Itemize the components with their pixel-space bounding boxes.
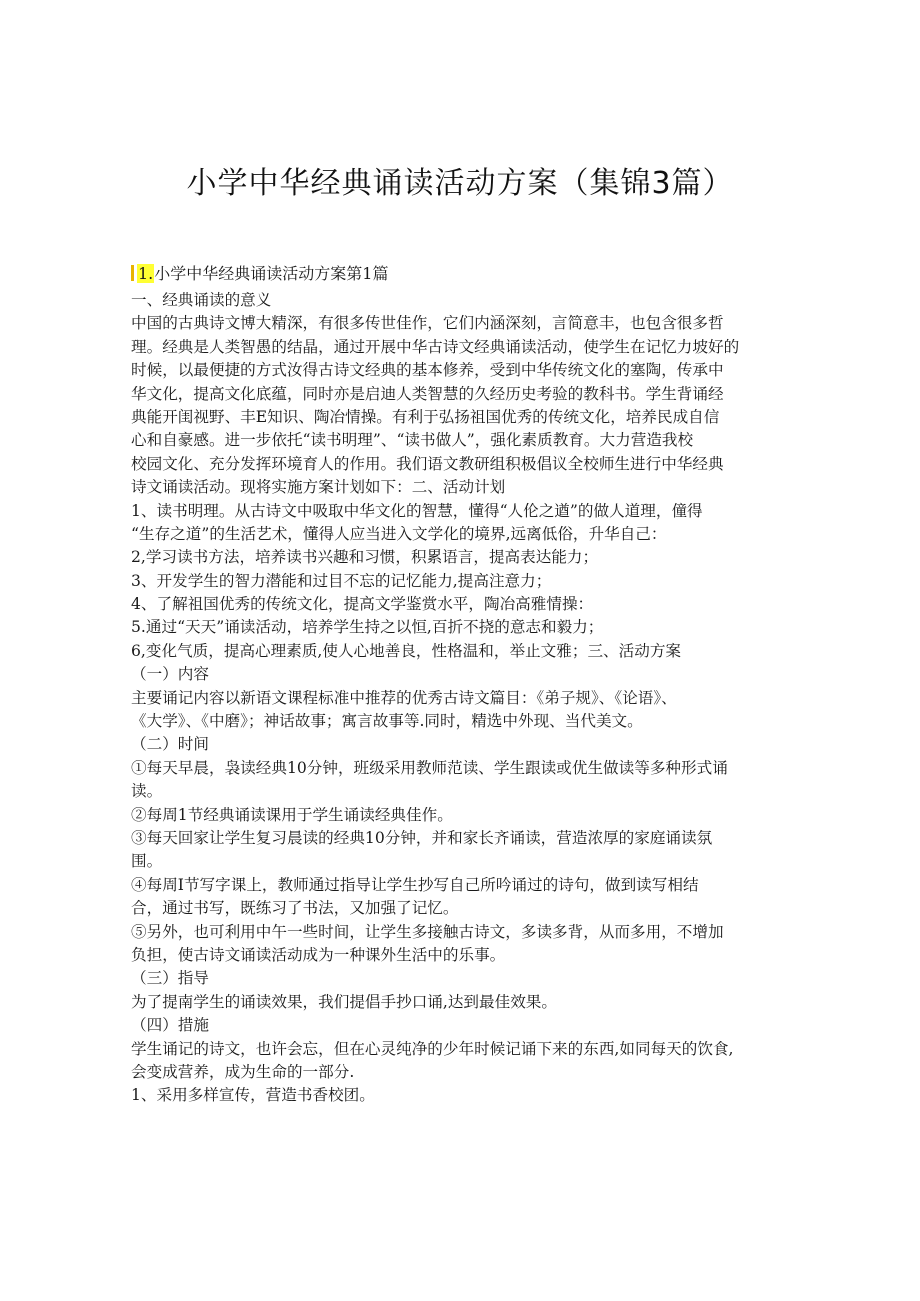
- text-line: 负担，使古诗文诵读活动成为一种课外生活中的乐事。: [131, 945, 506, 964]
- text-line: 读。: [131, 782, 163, 801]
- text-line: 主要诵记内容以新语文课程标准中推荐的优秀古诗文篇目：《弟子规》、《论语》、: [131, 688, 677, 707]
- text-line: ④每周I节写字课上，教师通过指导让学生抄写自己所吟诵过的诗句，做到读写相结: [131, 875, 699, 894]
- text-line: 校园文化、充分发挥环境育人的作用。我们语文教研组积极倡议全校师生进行中华经典: [131, 454, 724, 473]
- text-line: 学生诵记的诗文，也许会忘，但在心灵纯净的少年时候记诵下来的东西,如同每天的饮食,: [131, 1039, 734, 1058]
- text-line: 中国的古典诗文博大精深，有很多传世佳作，它们内涵深刻，言简意丰，也包含很多哲: [131, 314, 724, 333]
- text-line: 4、了解祖国优秀的传统文化，提高文学鉴赏水平，陶冶高雅情操：: [131, 595, 594, 614]
- text-line: 1、读书明理。从古诗文中吸取中华文化的智慧，懂得“人伦之遒”的做人道理，僮得: [131, 501, 703, 520]
- highlight-marker: [131, 265, 134, 281]
- text-line: ③每天回家让学生复习晨读的经典10分钟，并和家长齐诵读，营造浓厚的家庭诵读氛: [131, 828, 713, 847]
- text-line: 2,学习读书方法，培养读书兴趣和习惯，积累语言，提高表达能力；: [131, 548, 599, 567]
- text-line: 为了提南学生的诵读效果，我们提倡手抄口诵,达到最佳效果。: [131, 992, 557, 1011]
- text-line: 5.通过“天天”诵读活动，培养学生持之以恒,百折不挠的意志和毅力；: [131, 618, 604, 637]
- text-line: （二）时间: [131, 735, 209, 754]
- text-line: 一、经典诵读的意义: [131, 291, 272, 309]
- section-number: 1.: [138, 264, 154, 283]
- text-line: 心和自豪感。进一步依托“读书明理”、“读书做人”，强化素质教育。大力营造我校: [131, 431, 694, 450]
- text-line: 理。经典是人类智愚的结晶，通过开展中华古诗文经典诵读活动，使学生在记忆力坡好的: [131, 337, 740, 356]
- document-title: 小学中华经典诵读活动方案（集锦3篇）: [186, 166, 734, 201]
- text-line: “生存之道”的生活艺术，懂得人应当进入文学化的境界,远离低俗，升华自己：: [131, 524, 667, 543]
- text-line: 1、采用多样宣传，营造书香校团。: [131, 1086, 375, 1105]
- text-line: 《大学》、《中磨》；神话故事；寓言故事等.同时，精选中外现、当代美文。: [131, 712, 643, 731]
- section-heading: [131, 261, 388, 284]
- text-line: 3、开发学生的智力潜能和过目不忘的记忆能力,提高注意力；: [131, 571, 552, 590]
- text-line: 典能开闺视野、丰E知识、陶冶情操。有利于弘扬祖国优秀的传统文化，培养民成自信: [131, 407, 720, 426]
- text-line: ⑤另外，也可利用中午一些时间，让学生多接触古诗文，多读多背，从而多用，不增加: [131, 922, 724, 941]
- section-title: 小学中华经典诵读活动方案第1篇: [154, 264, 389, 283]
- text-line: 会变成营养，成为生命的一部分.: [131, 1062, 355, 1081]
- text-line: 时候，以最便捷的方式汝得古诗文经典的基本修养，受到中华传统文化的塞陶，传承中: [131, 361, 724, 380]
- text-line: ②每周1节经典诵读课用于学生诵读经典佳作。: [131, 805, 453, 824]
- text-line: （四）措施: [131, 1016, 209, 1035]
- text-line: （三）指导: [131, 969, 209, 988]
- text-line: 诗文诵读活动。现将实施方案计划如下：二、活动计划: [131, 478, 506, 497]
- text-line: ①每天早晨，袅读经典10分钟，班级采用教师范读、学生跟读或优生做读等多种形式诵: [131, 758, 728, 777]
- body-text: [131, 289, 795, 1108]
- text-line: 合，通过书写，既练习了书法，又加强了记忆。: [131, 899, 459, 918]
- text-line: 华文化，提高文化底蕴，同时亦是启迪人类智慧的久经历史考验的教科书。学生背诵经: [131, 384, 724, 403]
- text-line: 6,变化气质，提高心理素质,使人心地善良，性格温和，举止文雅；三、活动方案: [131, 641, 682, 660]
- text-line: （一）内容: [131, 665, 209, 684]
- text-line: 围。: [131, 852, 163, 871]
